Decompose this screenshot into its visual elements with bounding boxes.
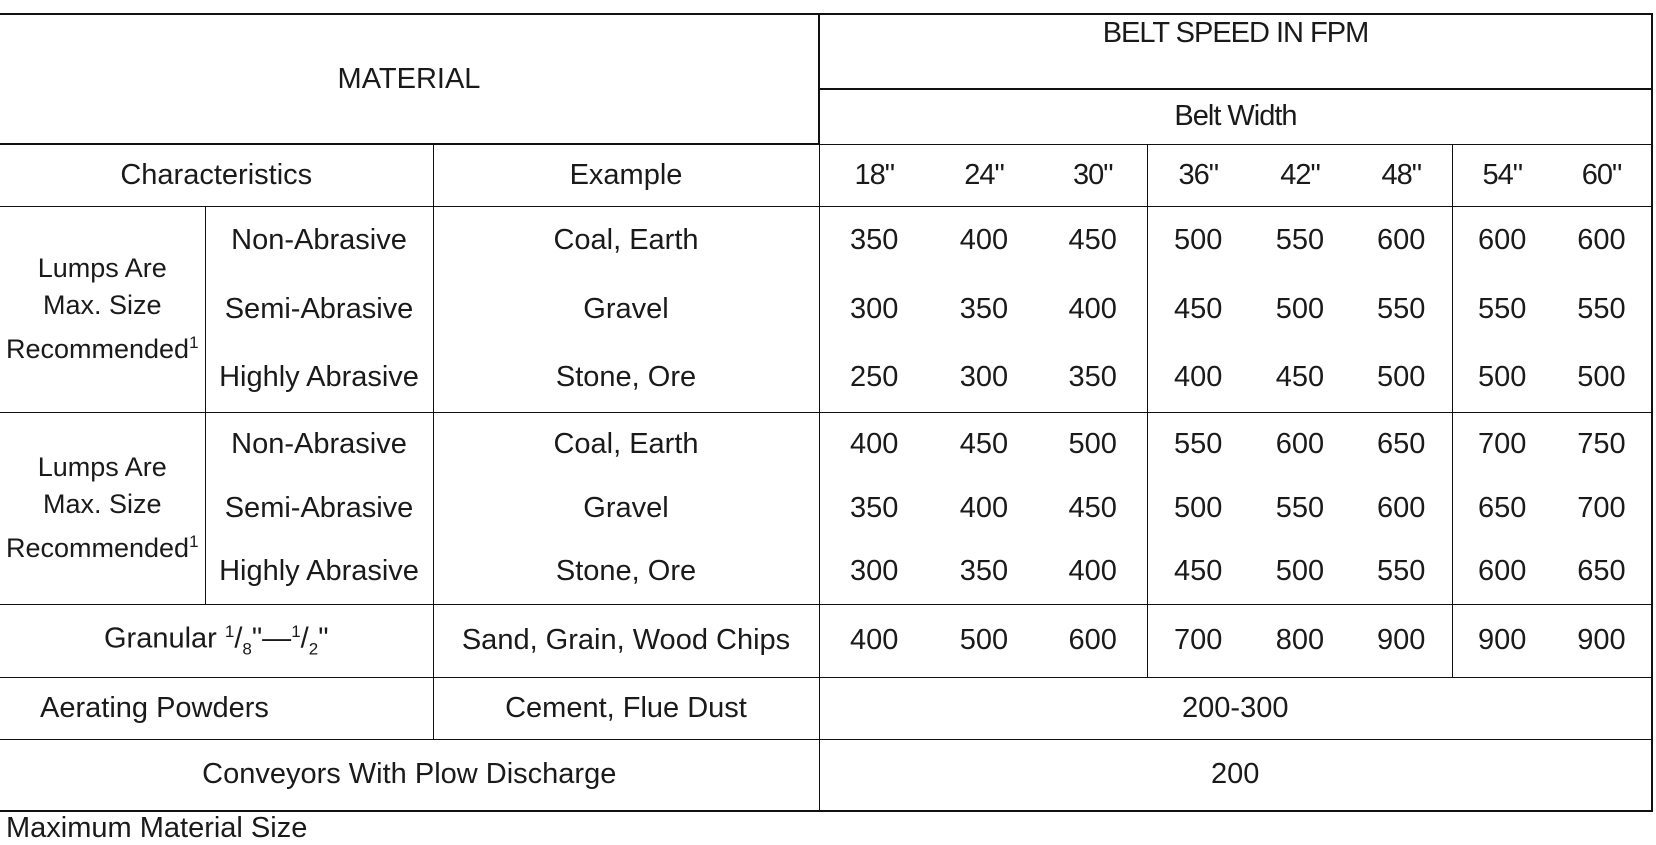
- speed-value: 700: [1478, 427, 1527, 460]
- lump-size-cell: [0, 206, 205, 412]
- table-row: [0, 540, 1652, 604]
- characteristics-header: Characteristics: [0, 144, 433, 206]
- speed-value: 450: [959, 427, 1009, 460]
- example-cell: Stone, Ore: [433, 343, 819, 412]
- speed-value: 400: [1147, 343, 1249, 412]
- speed-value: 600: [1351, 476, 1452, 540]
- speed-value: 400: [850, 427, 899, 460]
- granular-cell: Granular $^1/_8"—^1/_2$": [0, 604, 433, 677]
- speed-value: 600: [1478, 224, 1527, 257]
- speed-value: 400: [959, 224, 1009, 257]
- belt-width-1: 24": [929, 144, 1039, 206]
- example-cell: Gravel: [433, 476, 819, 540]
- speed-value: 400: [1039, 275, 1147, 344]
- table-row: [0, 739, 1652, 811]
- speed-value: 500: [1275, 292, 1325, 325]
- speed-value: 450: [1147, 540, 1249, 604]
- abrasiveness-cell: Semi-Abrasive: [205, 275, 433, 344]
- speed-value: 550: [1174, 427, 1223, 460]
- speed-value: 700: [1552, 476, 1652, 540]
- example-cell: Cement, Flue Dust: [433, 677, 819, 739]
- belt-width-label: Belt Width: [1174, 100, 1297, 133]
- speed-value: 250: [819, 343, 929, 412]
- speed-value: 350: [959, 292, 1009, 325]
- belt-width-row: [0, 144, 1652, 206]
- speed-value: 600: [1351, 206, 1452, 275]
- speed-value: 500: [1174, 491, 1223, 524]
- speed-value: 350: [850, 224, 899, 257]
- speed-value: 450: [1039, 206, 1147, 275]
- example-cell: Sand, Grain, Wood Chips: [433, 604, 819, 677]
- aerating-label: Aerating Powders: [0, 677, 433, 739]
- speed-value: 500: [1552, 343, 1652, 412]
- belt-speed-label: BELT SPEED IN FPM: [1102, 17, 1369, 49]
- speed-value: 650: [1478, 491, 1527, 524]
- speed-value: 200: [819, 739, 1652, 811]
- table-row: [0, 275, 1652, 344]
- lump-size-cell: [0, 412, 205, 604]
- lump-size-line: Lumps Are: [37, 452, 167, 483]
- speed-value: 550: [1275, 224, 1325, 257]
- belt-speed-header: [819, 14, 1652, 89]
- table-row: [0, 412, 1652, 476]
- table-row: [0, 206, 1652, 275]
- belt-width-7: 60": [1552, 144, 1652, 206]
- lump-size-line: Max. Size: [42, 489, 162, 520]
- speed-value: 650: [1552, 540, 1652, 604]
- speed-value: 350: [1039, 343, 1147, 412]
- example-cell: Coal, Earth: [433, 412, 819, 476]
- belt-width-5: 48": [1351, 144, 1452, 206]
- speed-value: 350: [929, 540, 1039, 604]
- speed-value: 400: [819, 604, 929, 677]
- speed-value: 550: [1275, 491, 1325, 524]
- speed-value: 900: [1351, 604, 1452, 677]
- speed-value: 450: [1174, 292, 1223, 325]
- abrasiveness-cell: Non-Abrasive: [205, 412, 433, 476]
- table-row: [0, 476, 1652, 540]
- speed-value: 750: [1552, 412, 1652, 476]
- speed-value: 600: [1275, 427, 1325, 460]
- lump-size-line: Max. Size: [42, 290, 162, 321]
- speed-value: 700: [1147, 604, 1249, 677]
- range-dash: "—: [251, 622, 292, 655]
- speed-value: 500: [1249, 540, 1351, 604]
- abrasiveness-cell: Non-Abrasive: [205, 206, 433, 275]
- speed-value: 600: [1039, 604, 1147, 677]
- speed-value: 200-300: [819, 677, 1652, 739]
- speed-value: 500: [929, 604, 1039, 677]
- abrasiveness-cell: Highly Abrasive: [205, 343, 433, 412]
- belt-speed-table: [0, 13, 1653, 812]
- footnote-marker: 1: [189, 532, 199, 552]
- lump-size-line: Recommended: [5, 533, 190, 564]
- belt-width-3: 36": [1147, 144, 1249, 206]
- belt-width-0: 18": [819, 144, 929, 206]
- speed-value: 300: [929, 343, 1039, 412]
- granular-label: Granular: [104, 622, 217, 655]
- table-row: [0, 677, 1652, 739]
- speed-value: 350: [850, 491, 899, 524]
- belt-width-2: 30": [1039, 144, 1147, 206]
- speed-value: 900: [1452, 604, 1552, 677]
- abrasiveness-cell: Highly Abrasive: [205, 540, 433, 604]
- speed-value: 400: [959, 491, 1009, 524]
- abrasiveness-cell: Semi-Abrasive: [205, 476, 433, 540]
- speed-value: 500: [1039, 412, 1147, 476]
- fraction-numerator: 1: [224, 621, 235, 641]
- speed-value: 550: [1552, 275, 1652, 344]
- speed-value: 300: [850, 292, 899, 325]
- table-footnote: Maximum Material Size: [6, 812, 308, 844]
- speed-value: 500: [1174, 224, 1223, 257]
- speed-value: 500: [1351, 343, 1452, 412]
- belt-width-4: 42": [1249, 144, 1351, 206]
- example-cell: Gravel: [433, 275, 819, 344]
- example-cell: Coal, Earth: [433, 206, 819, 275]
- speed-value: 500: [1452, 343, 1552, 412]
- table-row: [0, 343, 1652, 412]
- plow-label: Conveyors With Plow Discharge: [0, 739, 819, 811]
- table-row: [0, 604, 1652, 677]
- speed-value: 550: [1351, 275, 1452, 344]
- material-header: MATERIAL: [0, 14, 819, 144]
- fraction-denominator: 8: [242, 639, 252, 659]
- belt-width-header: [819, 89, 1652, 144]
- speed-value: 450: [1039, 476, 1147, 540]
- speed-value: 550: [1478, 292, 1527, 325]
- speed-value: 650: [1351, 412, 1452, 476]
- speed-value: 600: [1452, 540, 1552, 604]
- fraction-numerator: 1: [291, 621, 301, 641]
- speed-value: 400: [1039, 540, 1147, 604]
- speed-value: 300: [819, 540, 929, 604]
- speed-value: 800: [1249, 604, 1351, 677]
- fraction-denominator: 2: [308, 639, 319, 659]
- lump-size-line: Lumps Are: [37, 253, 167, 284]
- lump-size-line: Recommended: [5, 334, 190, 365]
- example-cell: Stone, Ore: [433, 540, 819, 604]
- speed-value: 600: [1552, 206, 1652, 275]
- footnote-marker: 1: [189, 333, 199, 353]
- inch-mark: ": [318, 622, 329, 655]
- speed-value: 900: [1552, 604, 1652, 677]
- speed-value: 550: [1351, 540, 1452, 604]
- example-header: Example: [433, 144, 819, 206]
- belt-width-6: 54": [1452, 144, 1552, 206]
- speed-value: 450: [1249, 343, 1351, 412]
